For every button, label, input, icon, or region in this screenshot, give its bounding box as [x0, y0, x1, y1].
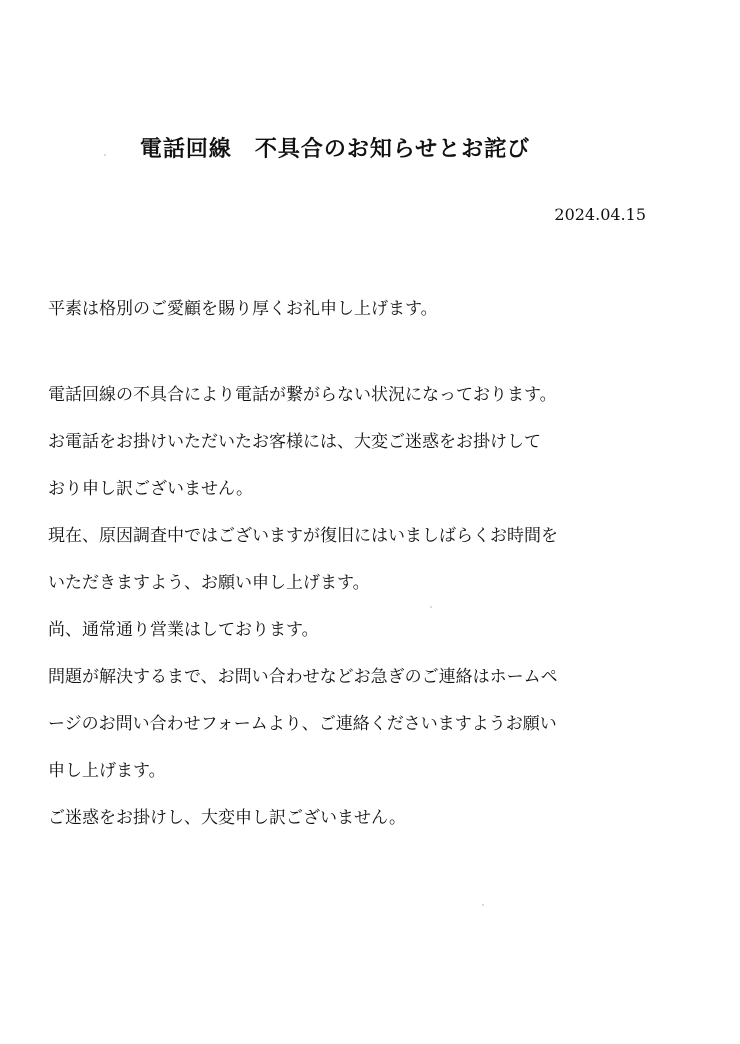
notice-date: 2024.04.15 — [554, 205, 646, 224]
body-line: 現在、原因調査中ではございますが復旧にはいましばらくお時間を — [48, 526, 558, 546]
scan-speck — [482, 904, 484, 906]
body-line: ージのお問い合わせフォームより、ご連絡くださいますようお願い — [48, 714, 557, 734]
greeting-text: 平素は格別のご愛顧を賜り厚くお礼申し上げます。 — [48, 299, 438, 319]
scan-speck — [430, 606, 432, 608]
body-line: ご迷惑をお掛けし、大変申し訳ございません。 — [48, 808, 407, 828]
body-line: いただきますよう、お願い申し上げます。 — [48, 573, 370, 593]
body-line: 問題が解決するまで、お問い合わせなどお急ぎのご連絡はホームペ — [48, 667, 558, 687]
body-line: 電話回線の不具合により電話が繋がらない状況になっております。 — [48, 385, 557, 405]
body-line: 尚、通常通り営業はしております。 — [48, 620, 319, 640]
scan-speck — [104, 154, 106, 156]
notice-body — [48, 380, 668, 850]
body-line: 申し上げます。 — [48, 761, 166, 781]
body-line: お電話をお掛けいただいたお客様には、大変ご迷惑をお掛けして — [48, 432, 541, 452]
body-line: おり申し訳ございません。 — [48, 479, 254, 499]
page-title: 電話回線 不具合のお知らせとお詫び — [139, 136, 531, 162]
